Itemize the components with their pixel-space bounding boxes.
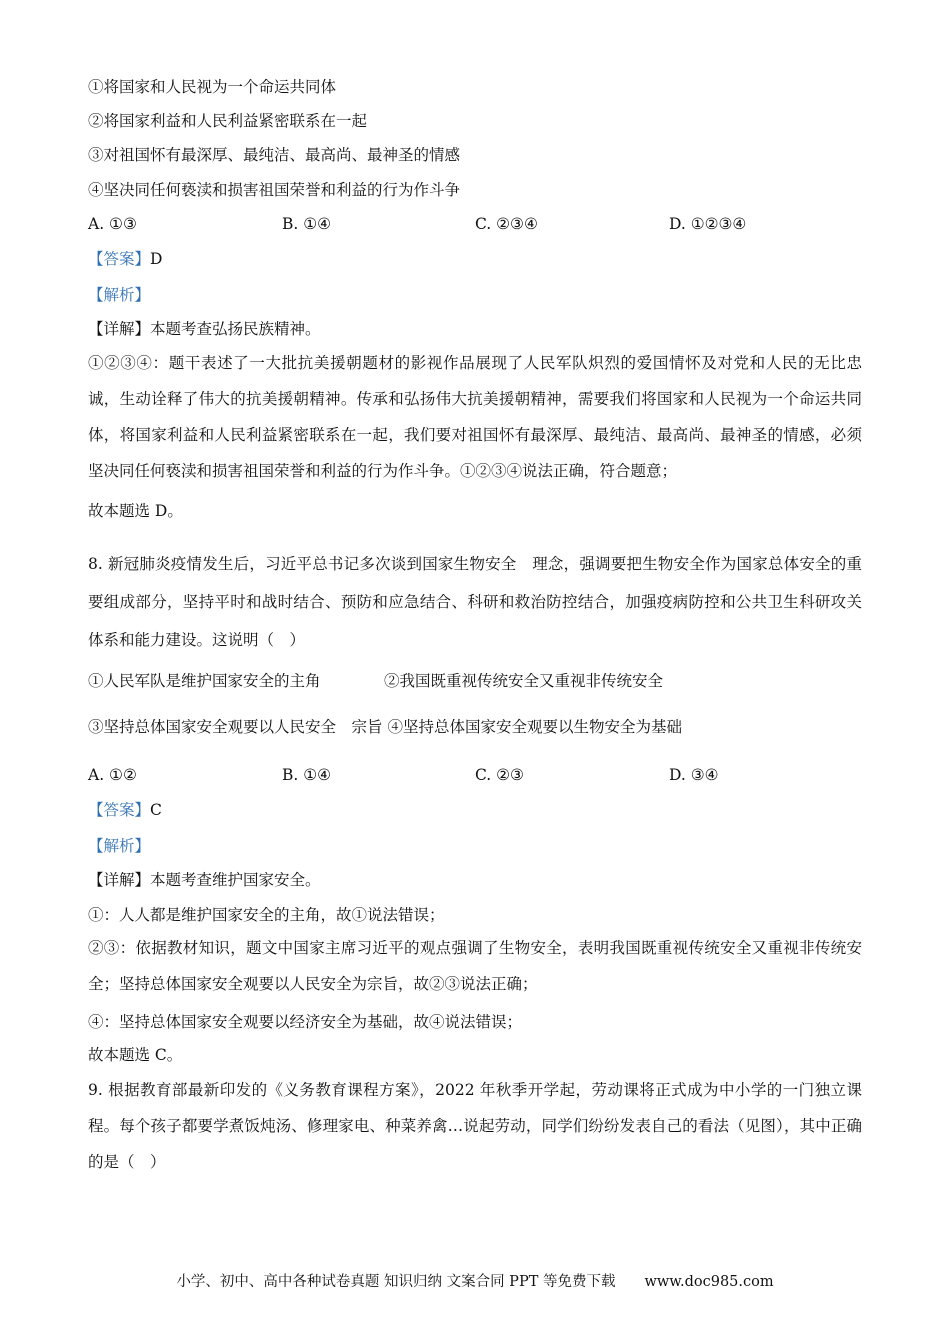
q7-explanation: ①②③④：题干表述了一大批抗美援朝题材的影视作品展现了人民军队炽烈的爱国情怀及对党和人民的无比忠诚，生动诠释了伟大的抗美援朝精神。传承和弘扬伟大抗美援朝精神，需要我们将国家和人民视为一个命运共同体，将国家利益和人民利益紧密联系在一起，我们要对祖国怀有最深厚、最纯洁、最高尚、最神圣的情感，必须坚决同任何亵渎和损害祖国荣誉和利益的行为作斗争。①②③④说法正确，符合题意； — [88, 354, 862, 480]
q7-item-3: ③对祖国怀有最深厚、最纯洁、最高尚、最神圣的情感 — [88, 146, 461, 164]
answer-value: D — [150, 250, 163, 268]
q8-detail — [88, 869, 321, 891]
answer-tag: 【答案】 — [88, 801, 151, 819]
q8-analysis-tag: 【解析】 — [88, 837, 151, 855]
q8-item-3-4 — [88, 716, 682, 738]
q7-option-d: D. ①②③④ — [669, 215, 747, 233]
q7-conclusion: 故本题选 D。 — [88, 502, 183, 520]
q7-option-c: C. ②③④ — [475, 215, 538, 233]
q7-item-1: ①将国家和人民视为一个命运共同体 — [88, 78, 337, 96]
q7-item-2: ②将国家利益和人民利益紧密联系在一起 — [88, 112, 368, 130]
q7-option-a: A. ①③ — [88, 215, 137, 233]
q8-explanation-2: ②③：依据教材知识，题文中国家主席习近平的观点强调了生物安全，表明我国既重视传统安全又重视非传统安全；坚持总体国家安全观要以人民安全为宗旨，故②③说法正确； — [88, 939, 862, 993]
detail-text: 本题考查维护国家安全。 — [150, 871, 321, 889]
q7-item-4: ④坚决同任何亵渎和损害祖国荣誉和利益的行为作斗争 — [88, 181, 461, 199]
answer-value: C — [150, 801, 162, 819]
q8-option-b: B. ①④ — [282, 766, 332, 784]
answer-tag: 【答案】 — [88, 250, 151, 268]
q8-item-2: ②我国既重视传统安全又重视非传统安全 — [384, 672, 664, 690]
q8-answer — [88, 799, 162, 821]
q7-detail — [88, 318, 321, 340]
q8-option-c: C. ②③ — [475, 766, 524, 784]
q8-explanation-1: ①：人人都是维护国家安全的主角，故①说法错误； — [88, 906, 445, 924]
q8-option-a: A. ①② — [88, 766, 137, 784]
page-footer: 小学、初中、高中各种试卷真题 知识归纳 文案合同 PPT 等免费下载 www.doc985.com — [176, 1274, 774, 1290]
q7-answer — [88, 248, 162, 270]
q7-analysis-tag: 【解析】 — [88, 286, 151, 304]
detail-text: 本题考查弘扬民族精神。 — [150, 320, 321, 338]
q8-item-3: ③坚持总体国家安全观要以人民安全 宗旨 — [88, 718, 383, 736]
q8-explanation-3: ④：坚持总体国家安全观要以经济安全为基础，故④说法错误； — [88, 1013, 523, 1031]
q9-stem: 9. 根据教育部最新印发的《义务教育课程方案》，2022 年秋季开学起，劳动课将正式成为中小学的一门独立课程。每个孩子都要学煮饭炖汤、修理家电、种菜养禽…说起劳动，同学们纷纷发表自己的看法（见图），其中正确的是（ ） — [88, 1081, 862, 1171]
q8-stem: 8. 新冠肺炎疫情发生后，习近平总书记多次谈到国家生物安全 理念，强调要把生物安全作为国家总体安全的重要组成部分，坚持平时和战时结合、预防和应急结合、科研和救治防控结合，加强疫病防控和公共卫生科研攻关体系和能力建设。这说明（ ） — [88, 555, 862, 649]
detail-tag: 【详解】 — [88, 871, 151, 889]
q8-item-4: ④坚持总体国家安全观要以生物安全为基础 — [387, 718, 682, 736]
q8-item-1: ①人民军队是维护国家安全的主角 — [88, 672, 321, 690]
q7-option-b: B. ①④ — [282, 215, 332, 233]
q8-conclusion: 故本题选 C。 — [88, 1046, 183, 1064]
detail-tag: 【详解】 — [88, 320, 151, 338]
q8-option-d: D. ③④ — [669, 766, 719, 784]
